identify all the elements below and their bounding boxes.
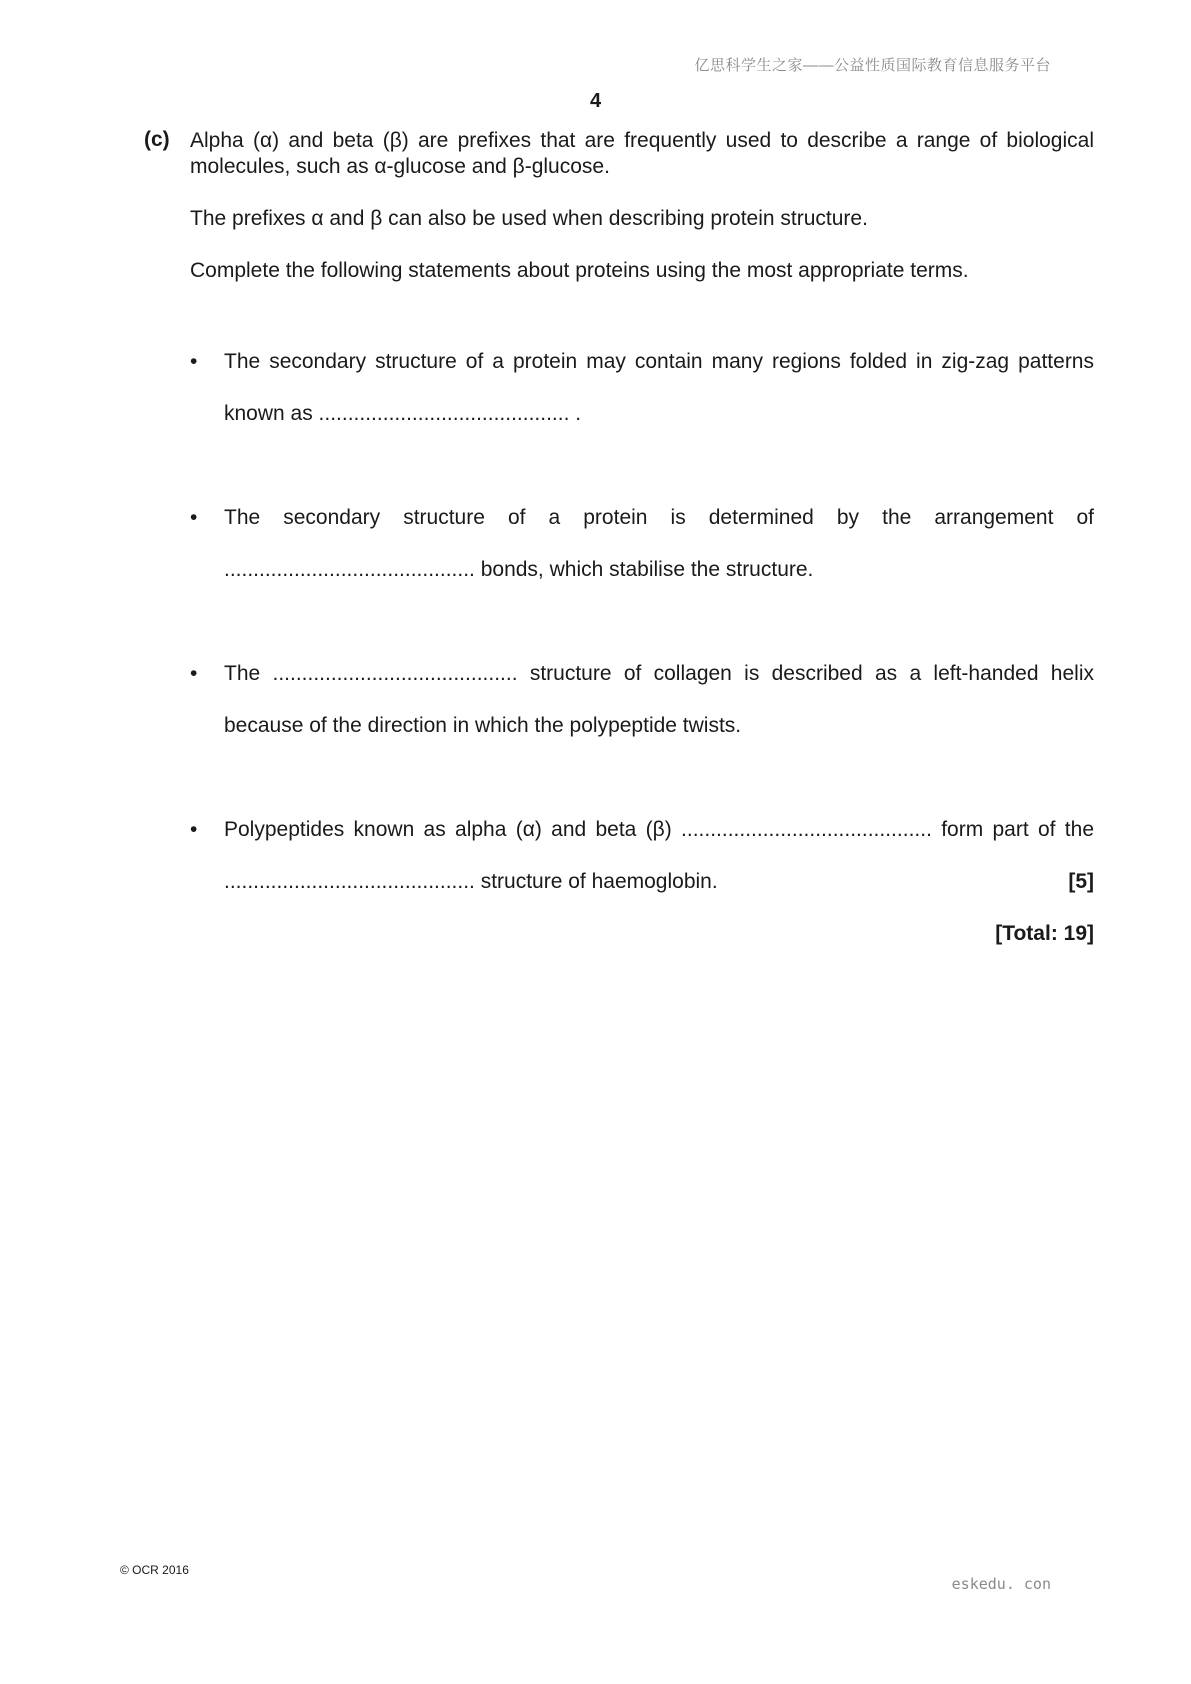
statement-line-1: The secondary structure of a protein may contain many regions folded in zig-zag patterns bbox=[224, 350, 1094, 373]
header-watermark: 亿思科学生之家——公益性质国际教育信息服务平台 bbox=[694, 57, 1051, 74]
intro-line-2: molecules, such as α-glucose and β-glucose. bbox=[190, 155, 610, 178]
bullet-icon: • bbox=[190, 506, 198, 529]
statement-line-1: Polypeptides known as alpha (α) and beta (β) ........................................... form part of the bbox=[224, 818, 1094, 841]
page-number: 4 bbox=[589, 90, 602, 112]
bullet-icon: • bbox=[190, 662, 198, 685]
question-intro bbox=[190, 128, 1094, 180]
statement-list bbox=[190, 336, 1094, 908]
statement-line-2: because of the direction in which the polypeptide twists. bbox=[224, 714, 742, 737]
statement-item bbox=[190, 492, 1094, 596]
marks-label: [5] bbox=[1068, 870, 1094, 893]
footer-site: eskedu. con bbox=[951, 1575, 1051, 1593]
intro-line-1: Alpha (α) and beta (β) are prefixes that are frequently used to describe a range of biological bbox=[190, 129, 1094, 152]
statement-item bbox=[190, 804, 1094, 908]
bullet-icon: • bbox=[190, 350, 198, 373]
statement-item bbox=[190, 336, 1094, 440]
footer-copyright: © OCR 2016 bbox=[120, 1563, 189, 1577]
statement-item bbox=[190, 648, 1094, 752]
statement-line-2: ........................................... bonds, which stabilise the structure. bbox=[224, 558, 814, 581]
question-instruction: Complete the following statements about proteins using the most appropriate terms. bbox=[190, 259, 969, 282]
statement-line-1: The .......................................... structure of collagen is described as a left-handed helix bbox=[224, 662, 1094, 685]
statement-line-2: ........................................... structure of haemoglobin. bbox=[224, 870, 718, 893]
statement-line-1: The secondary structure of a protein is determined by the arrangement of bbox=[224, 506, 1094, 529]
statement-line-2: known as ........................................... . bbox=[224, 402, 582, 425]
statement-line-2-row bbox=[224, 856, 1094, 908]
question-content bbox=[190, 128, 1094, 960]
question-paragraph-prefixes: The prefixes α and β can also be used when describing protein structure. bbox=[190, 207, 868, 230]
bullet-icon: • bbox=[190, 818, 198, 841]
question-part-label: (c) bbox=[144, 128, 170, 151]
total-marks: [Total: 19] bbox=[995, 922, 1094, 945]
